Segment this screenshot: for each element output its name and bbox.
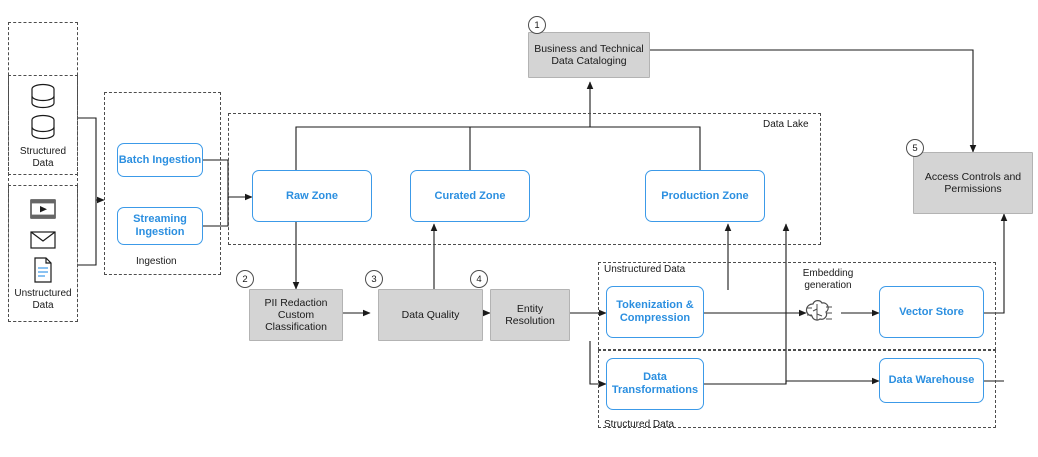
node-data-transformations-label-line2: Transformations: [611, 384, 699, 396]
group-label-ingestion: Ingestion: [136, 256, 177, 267]
node-production-zone-label: Production Zone: [661, 189, 749, 202]
node-access-controls-label-line2: Permissions: [944, 183, 1002, 195]
node-streaming-ingestion-label-line2: Ingestion: [135, 226, 185, 238]
group-label-unstructured: Unstructured Data: [604, 264, 686, 275]
node-tokenization-label-line1: Tokenization &: [616, 299, 694, 312]
node-data-quality-label: Data Quality: [401, 308, 460, 321]
node-entity-resolution[interactable]: [490, 289, 570, 341]
embedding-generation-label-line2: generation: [804, 280, 852, 291]
node-data-transformations-label-line1: Data: [643, 371, 667, 384]
node-pii-redaction-label-line1: PII Redaction: [264, 296, 328, 309]
node-streaming-ingestion-label-line1: Streaming: [133, 213, 187, 226]
node-data-quality[interactable]: [378, 289, 483, 341]
node-data-warehouse[interactable]: [879, 358, 984, 403]
envelope-icon: [24, 227, 62, 253]
document-icon: [24, 256, 62, 284]
node-curated-zone-label: Curated Zone: [434, 189, 506, 202]
node-data-cataloging-label-line2: Data Cataloging: [551, 55, 627, 67]
node-raw-zone[interactable]: [252, 170, 372, 222]
node-pii-redaction-label-line2: Custom: [277, 308, 315, 321]
source-unstructured-label-line1: Unstructured: [14, 288, 72, 299]
database-icon: [24, 82, 62, 112]
node-pii-redaction-label-line3: Classification: [265, 321, 327, 334]
node-batch-ingestion[interactable]: [117, 143, 203, 177]
node-data-cataloging-label-line1: Business and Technical: [534, 42, 644, 55]
node-vector-store-label: Vector Store: [899, 305, 964, 318]
node-batch-ingestion-label: Batch Ingestion: [118, 153, 202, 166]
node-production-zone[interactable]: [645, 170, 765, 222]
node-curated-zone[interactable]: [410, 170, 530, 222]
node-pii-redaction[interactable]: [249, 289, 343, 341]
embedding-generation-label-line1: Embedding: [802, 268, 854, 279]
group-label-data-lake: Data Lake: [763, 119, 809, 130]
source-unstructured-label-line2: Data: [32, 300, 54, 311]
step-badge-2: 2: [236, 270, 254, 288]
node-data-cataloging[interactable]: [528, 32, 650, 78]
database-icon: [24, 113, 62, 143]
node-entity-resolution-label-line2: Resolution: [505, 315, 555, 327]
step-badge-3: 3: [365, 270, 383, 288]
group-label-structured: Structured Data: [604, 419, 675, 430]
node-entity-resolution-label-line1: Entity: [516, 302, 544, 315]
node-raw-zone-label: Raw Zone: [286, 189, 338, 202]
node-streaming-ingestion[interactable]: [117, 207, 203, 245]
step-badge-1: 1: [528, 16, 546, 34]
node-access-controls-label-line1: Access Controls and: [924, 170, 1022, 183]
node-data-warehouse-label: Data Warehouse: [888, 374, 975, 387]
node-tokenization-label-line2: Compression: [619, 312, 691, 324]
group-ingestion: [104, 92, 221, 275]
step-badge-5: 5: [906, 139, 924, 157]
node-access-controls[interactable]: [913, 152, 1033, 214]
source-structured-label-line2: Data: [32, 158, 54, 169]
node-vector-store[interactable]: [879, 286, 984, 338]
node-data-transformations[interactable]: [606, 358, 704, 410]
source-structured-label-line1: Structured: [19, 146, 67, 157]
brain-chip-icon: [800, 297, 836, 329]
node-tokenization-compression[interactable]: [606, 286, 704, 338]
step-badge-4: 4: [470, 270, 488, 288]
video-icon: [24, 196, 62, 222]
